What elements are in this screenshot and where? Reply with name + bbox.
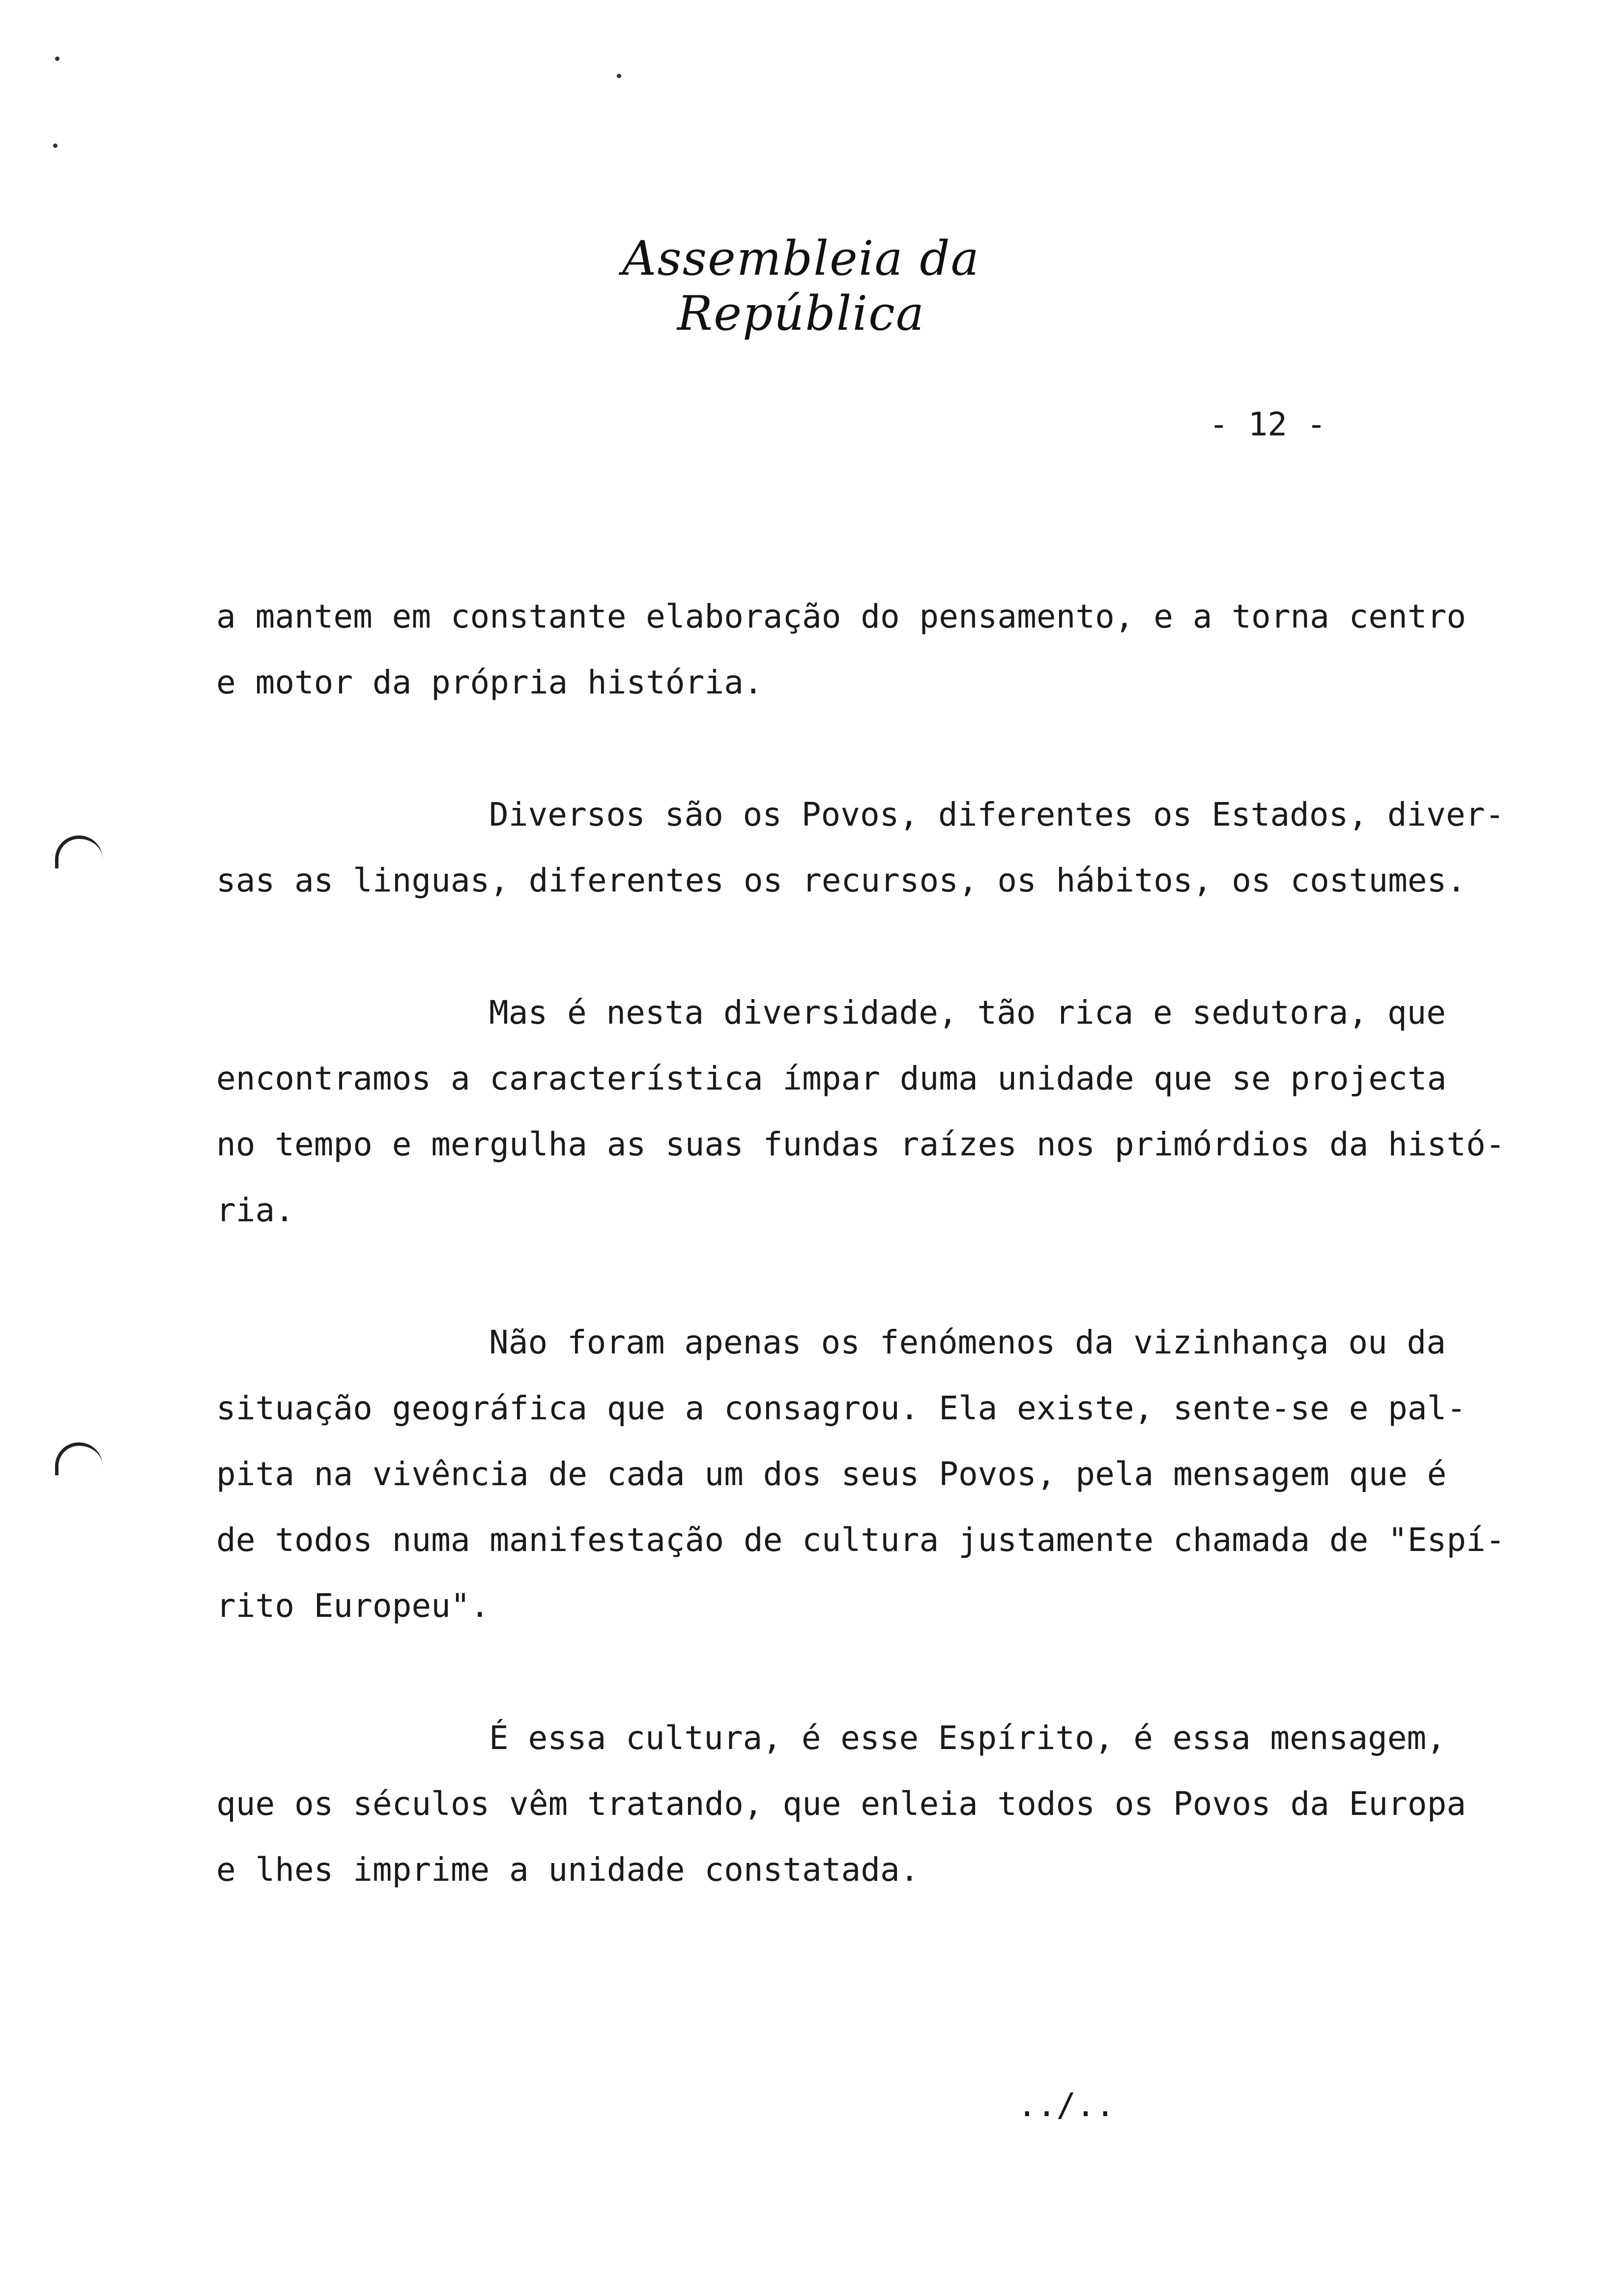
text-line: de todos numa manifestação de cultura justamente chamada de "Espí- bbox=[216, 1521, 1505, 1559]
scan-speck bbox=[617, 74, 621, 78]
text-line: situação geográfica que a consagrou. Ela existe, sente-se e pal- bbox=[216, 1389, 1467, 1427]
text-line: Diversos são os Povos, diferentes os Estados, diver- bbox=[489, 796, 1505, 833]
body-text bbox=[216, 584, 1524, 1969]
text-line: É essa cultura, é esse Espírito, é essa mensagem, bbox=[489, 1719, 1446, 1757]
text-line: no tempo e mergulha as suas fundas raízes nos primórdios da histó- bbox=[216, 1125, 1505, 1163]
text-line: Mas é nesta diversidade, tão rica e sedutora, que bbox=[489, 994, 1446, 1032]
text-line: que os séculos vêm tratando, que enleia todos os Povos da Europa bbox=[216, 1785, 1467, 1823]
text-line: sas as linguas, diferentes os recursos, os hábitos, os costumes. bbox=[216, 861, 1467, 899]
scan-speck bbox=[53, 144, 58, 148]
margin-binding-mark bbox=[55, 1442, 103, 1475]
paragraph bbox=[216, 584, 1524, 716]
paragraph bbox=[216, 782, 1524, 914]
text-line: e motor da própria história. bbox=[216, 663, 763, 701]
text-line: pita na vivência de cada um dos seus Povos, pela mensagem que é bbox=[216, 1455, 1447, 1493]
paragraph bbox=[216, 1310, 1524, 1639]
text-line: a mantem em constante elaboração do pensamento, e a torna centro bbox=[216, 598, 1467, 635]
scan-speck bbox=[55, 57, 59, 61]
text-line: ria. bbox=[216, 1191, 294, 1229]
page-number: - 12 - bbox=[1209, 405, 1326, 443]
text-line: rito Europeu". bbox=[216, 1587, 490, 1625]
text-line: e lhes imprime a unidade constatada. bbox=[216, 1851, 920, 1889]
paragraph bbox=[216, 980, 1524, 1243]
continuation-mark: ../.. bbox=[1017, 2086, 1115, 2124]
text-line: Não foram apenas os fenómenos da vizinhança ou da bbox=[489, 1323, 1446, 1361]
letterhead: Assembleia da República bbox=[622, 231, 980, 341]
margin-binding-mark bbox=[55, 835, 103, 868]
paragraph bbox=[216, 1705, 1524, 1903]
text-line: encontramos a característica ímpar duma unidade que se projecta bbox=[216, 1060, 1447, 1097]
